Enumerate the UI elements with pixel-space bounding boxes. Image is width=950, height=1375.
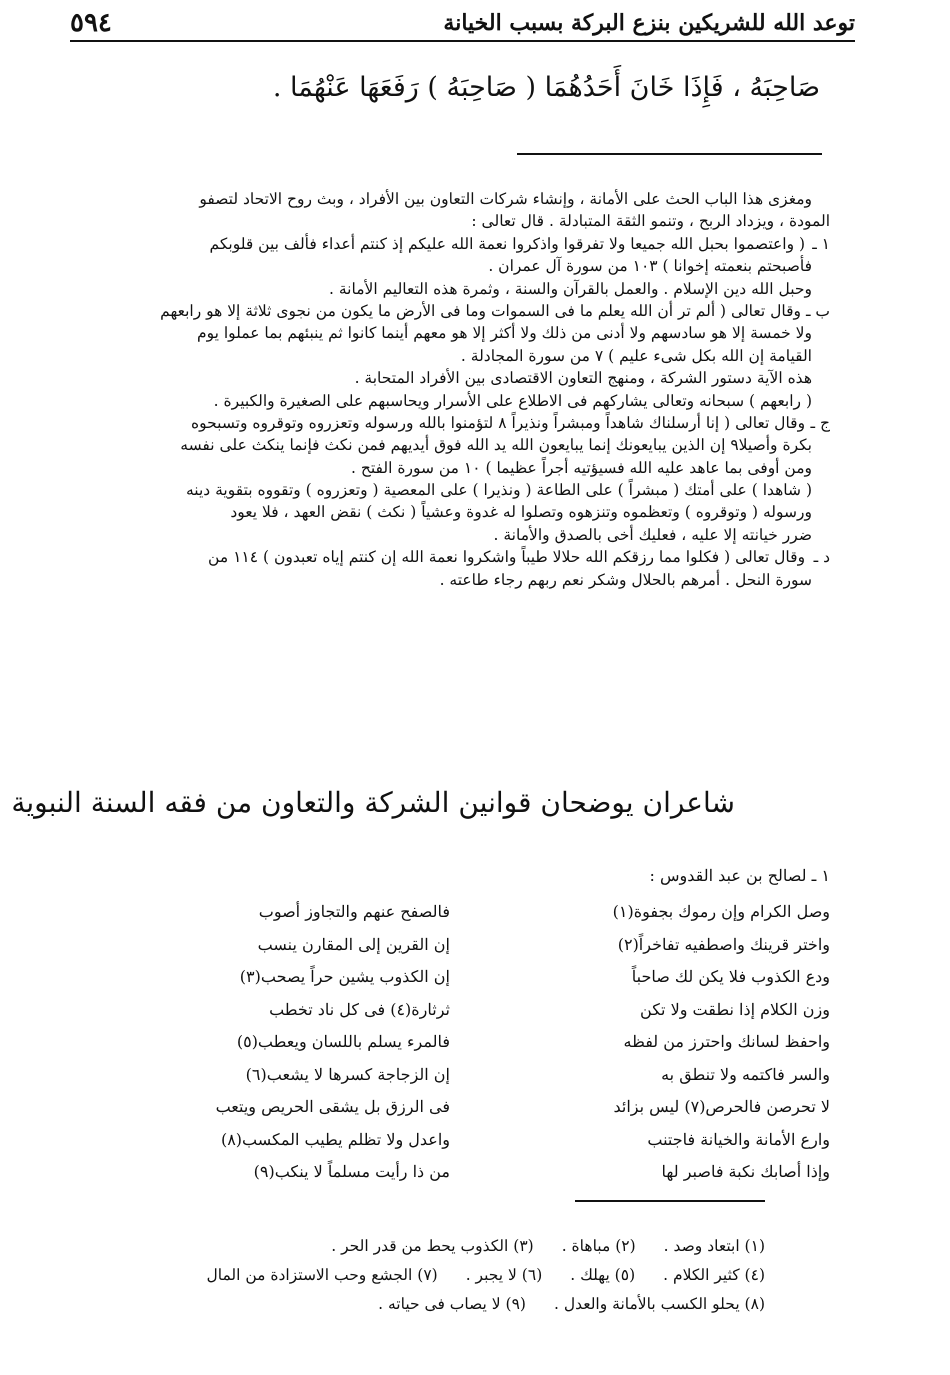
line-text: ضرر خيانته إلا عليه ، فعليك أخى بالصدق والأمانة . (493, 525, 812, 544)
line-text: ولا خمسة إلا هو سادسهم ولا أدنى من ذلك ولا أكثر إلا هو معهم أينما كانوا ثم ينبئهم بما عملوا يوم (196, 324, 812, 343)
line-text: ( شاهدا ) على أمتك ( مبشراً ) على الطاعة ( ونذيرا ) على المعصية ( وتعزروه ) وتقووه بتقوية دينه (185, 481, 812, 500)
line-text: وقال تعالى ( ألم تر أن الله يعلم ما فى السموات وما فى الأرض ما يكون من نجوى ثلاثة إلا هو رابعهم (160, 301, 801, 320)
verse-first-hemistich: ودع الكذوب فلا يكن لك صاحباً (631, 967, 830, 986)
footnote: (٥) يهلك . (570, 1266, 636, 1284)
line-text: هذه الآية دستور الشركة ، ومنهج التعاون الاقتصادى بين الأفراد المتحابة . (354, 369, 812, 388)
verse-first-hemistich: وارع الأمانة والخيانة فاجتنب (647, 1129, 830, 1149)
divider-rule (517, 153, 822, 155)
text-line (75, 479, 830, 501)
verse (150, 994, 830, 1027)
verse (150, 1156, 830, 1189)
line-text: سورة النحل . أمرهم بالحلال وشكر نعم ربهم رجاء طاعته . (439, 570, 812, 589)
footnotes (70, 1232, 765, 1319)
verse (150, 961, 830, 994)
item-marker: ب ـ (805, 301, 830, 320)
verse-second-hemistich: فالصفح عنهم والتجاوز أصوب (258, 902, 450, 921)
item-marker: ١ ـ (812, 234, 830, 253)
verse (150, 896, 830, 929)
footnote: (٣) الكذوب يحط من قدر الحر . (331, 1237, 534, 1255)
line-text: وقال تعالى ( إنا أرسلناك شاهداً ومبشراً ونذيراً ٨ لتؤمنوا بالله ورسوله وتعزروه وتوقروه وتسبحوه (191, 413, 806, 432)
text-line (75, 457, 830, 479)
footnote: (٩) لا يصاب فى حياته . (378, 1295, 526, 1313)
verse-first-hemistich: واختر قرينك واصطفيه تفاخراً(٢) (617, 934, 830, 954)
text-line (75, 255, 830, 277)
verse-second-hemistich: فالمرء يسلم باللسان ويعطب(٥) (236, 1032, 450, 1051)
text-line (75, 434, 830, 456)
text-line (75, 345, 830, 367)
text-line (75, 390, 830, 412)
text-line (75, 210, 830, 232)
footnote: (٦) لا يجبر . (465, 1266, 543, 1284)
verse-second-hemistich: إن القرين إلى المقارن ينسب (257, 934, 450, 954)
line-text: وحبل الله دين الإسلام . والعمل بالقرآن والسنة ، وثمرة هذه التعاليم الأمانة . (329, 279, 812, 298)
verse-second-hemistich: إن الزجاجة كسرها لا يشعب(٦) (245, 1064, 450, 1084)
line-text: ( واعتصموا بحبل الله جميعا ولا تفرقوا واذكروا نعمة الله عليكم إذ كنتم أعداء فألف بين قلوبكم (209, 234, 806, 253)
line-text: فأصبحتم بنعمته إخوانا ) ١٠٣ من سورة آل عمران . (488, 257, 812, 276)
footnote: (٢) مباهاة . (561, 1237, 636, 1255)
verse (150, 1026, 830, 1059)
section-heading: شاعران يوضحان قوانين الشركة والتعاون من فقه السنة النبوية (11, 786, 735, 819)
text-line (75, 524, 830, 546)
footnote: (١) ابتعاد وصد . (663, 1237, 765, 1255)
item-marker: د ـ (813, 548, 830, 567)
footnote: (٨) يحلو الكسب بالأمانة والعدل . (553, 1295, 765, 1313)
verse-first-hemistich: وزن الكلام إذا نطقت ولا تكن (640, 999, 830, 1019)
footnote: (٧) الجشع وحب الاستزادة من المال (206, 1266, 438, 1284)
footnote-line (70, 1232, 765, 1261)
verse (150, 1059, 830, 1092)
line-text: ومن أوفى بما عاهد عليه الله فسيؤتيه أجراً عظيما ) ١٠ من سورة الفتح . (351, 458, 812, 477)
footnote-line (70, 1290, 765, 1319)
verse (150, 929, 830, 962)
text-line (75, 367, 830, 389)
page-number: ٥٩٤ (70, 8, 112, 38)
verse-first-hemistich: لا تحرصن فالحرص(٧) ليس بزائد (613, 1097, 830, 1116)
text-line (75, 188, 830, 210)
line-text: ( رابعهم ) سبحانه وتعالى يشاركهم فى الاطلاع على الأسرار ويحاسبهم على الصغيرة والكبيرة . (213, 391, 812, 410)
text-line (75, 569, 830, 591)
item-marker: ج ـ (810, 413, 830, 432)
footnote-rule (575, 1200, 765, 1202)
verse-second-hemistich: من ذا رأيت مسلماً لا ينكب(٩) (253, 1162, 450, 1181)
line-text: القيامة إن الله بكل شىء عليم ) ٧ من سورة المجادلة . (460, 346, 812, 365)
line-text: المودة ، ويزداد الربح ، وتنمو الثقة المتبادلة . قال تعالى : (471, 212, 830, 231)
verse-second-hemistich: فى الرزق بل يشقى الحريص ويتعب (215, 1097, 450, 1116)
text-line (75, 322, 830, 344)
verse-second-hemistich: ثرثارة(٤) فى كل ناد تخطب (269, 999, 450, 1019)
text-line (75, 546, 830, 568)
poem-intro: ١ ـ لصالح بن عبد القدوس : (649, 866, 830, 885)
footnote-line (70, 1261, 765, 1290)
line-text: ورسوله ( وتوقروه ) وتعظموه وتنزهوه وتصلوا له غدوة وعشياً ( نكث ) نقض العهد ، فلا يعود (230, 503, 812, 522)
page-header (70, 6, 855, 42)
verse-first-hemistich: وصل الكرام وإن رموك بجفوة(١) (612, 902, 830, 921)
running-head: توعد الله للشريكين بنزع البركة بسبب الخيانة (443, 10, 855, 36)
line-text: ومغزى هذا الباب الحث على الأمانة ، وإنشاء شركات التعاون بين الأفراد ، وبث روح الاتحاد لتصفو (199, 190, 812, 208)
text-line (75, 233, 830, 255)
quran-fragment: صَاحِبَهُ ، فَإِذَا خَانَ أَحَدُهُمَا ( صَاحِبَهُ ) رَفَعَهَا عَنْهُمَا . (272, 72, 820, 103)
text-line (75, 412, 830, 434)
verse (150, 1091, 830, 1124)
verse (150, 1124, 830, 1157)
verse-second-hemistich: إن الكذوب يشين حراً يصحب(٣) (239, 967, 450, 986)
line-text: وقال تعالى ( فكلوا مما رزقكم الله حلالا طيباً واشكروا نعمة الله إن كنتم إياه تعبدون ) ١١٤ من (208, 548, 806, 567)
text-line (75, 501, 830, 523)
verse-first-hemistich: وإذا أصابك نكبة فاصبر لها (661, 1162, 830, 1181)
verse-first-hemistich: والسر فاكتمه ولا تنطق به (661, 1064, 830, 1084)
text-line (75, 278, 830, 300)
footnote: (٤) كثير الكلام . (663, 1266, 765, 1284)
text-line (75, 300, 830, 322)
line-text: بكرة وأصيلا٩ إن الذين يبايعونك إنما يبايعون الله يد الله فوق أيديهم فمن نكث فإنما ينكث على نفسه (180, 436, 812, 455)
poem (150, 896, 830, 1189)
commentary-text (75, 188, 830, 591)
verse-first-hemistich: واحفظ لسانك واحترز من لفظه (623, 1032, 830, 1051)
verse-second-hemistich: واعدل ولا تظلم يطيب المكسب(٨) (220, 1129, 450, 1149)
